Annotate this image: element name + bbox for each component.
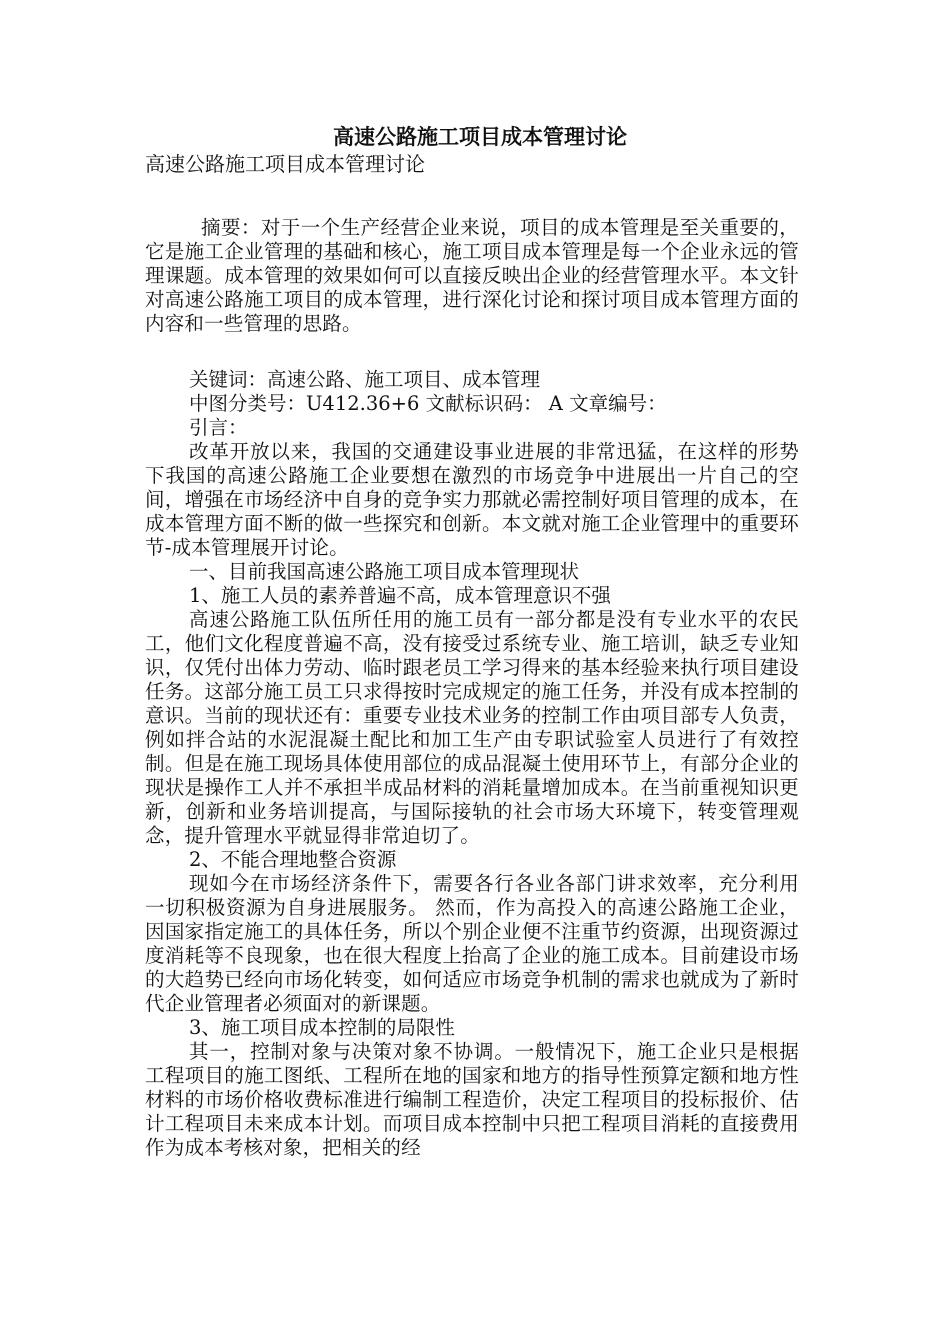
intro-paragraph: 改革开放以来，我国的交通建设事业进展的非常迅猛，在这样的形势下我国的高速公路施工企业要想在激烈的市场竞争中进展出一片自己的空间，增强在市场经济中自身的竞争实力那就必需控制好项目管理的成本，在成本管理方面不断的做一些探究和创新。本文就对施工企业管理中的重要环节-成本管理展开讨论。 — [145, 440, 799, 559]
section-heading-1: 一、目前我国高速公路施工项目成本管理现状 — [189, 560, 580, 583]
classification-line: 中图分类号：U412.36+6 文献标识码： A 文章编号： — [189, 392, 667, 415]
keywords-line: 关键词：高速公路、施工项目、成本管理 — [189, 368, 541, 391]
subsection-heading-3: 3、施工项目成本控制的局限性 — [189, 1016, 455, 1039]
intro-label: 引言： — [189, 416, 248, 439]
subsection-heading-2: 2、不能合理地整合资源 — [189, 848, 397, 871]
abstract-paragraph: 摘要：对于一个生产经营企业来说，项目的成本管理是至关重要的，它是施工企业管理的基础和核心，施工项目成本管理是每一个企业永远的管理课题。成本管理的效果如何可以直接反映出企业的经营管理水平。本文针对高速公路施工项目的成本管理，进行深化讨论和探讨项目成本管理方面的内容和一些管理的思路。 — [145, 216, 799, 335]
subsection-heading-1: 1、施工人员的素养普遍不高，成本管理意识不强 — [189, 584, 611, 607]
document-body — [145, 122, 799, 1160]
document-subtitle: 高速公路施工项目成本管理讨论 — [145, 152, 425, 176]
subsection-body-1: 高速公路施工队伍所任用的施工员有一部分都是没有专业水平的农民工，他们文化程度普遍不高，没有接受过系统专业、施工培训，缺乏专业知识，仅凭付出体力劳动、临时跟老员工学习得来的基本经验来执行项目建设任务。这部分施工员工只求得按时完成规定的施工任务，并没有成本控制的意识。当前的现状还有：重要专业技术业务的控制工作由项目部专人负责，例如拌合站的水泥混凝土配比和加工生产由专职试验室人员进行了有效控制。但是在施工现场具体使用部位的成品混凝土使用环节上，有部分企业的现状是操作工人并不承担半成品材料的消耗量增加成本。在当前重视知识更新，创新和业务培训提高，与国际接轨的社会市场大环境下，转变管理观念，提升管理水平就显得非常迫切了。 — [145, 608, 799, 847]
spacer — [145, 176, 799, 216]
spacer — [145, 336, 799, 368]
document-title: 高速公路施工项目成本管理讨论 — [333, 124, 627, 149]
subsection-body-3: 其一，控制对象与决策对象不协调。一般情况下，施工企业只是根据工程项目的施工图纸、工程所在地的国家和地方的指导性预算定额和地方性材料的市场价格收费标准进行编制工程造价，决定工程项目的投标报价、估计工程项目未来成本计划。而项目成本控制中只把工程项目消耗的直接费用作为成本考核对象，把相关的经 — [145, 1040, 799, 1159]
subsection-body-2: 现如今在市场经济条件下，需要各行各业各部门讲求效率，充分利用一切积极资源为自身进展服务。 然而，作为高投入的高速公路施工企业，因国家指定施工的具体任务，所以个别企业便不注重节约资源，出现资源过度消耗等不良现象，也在很大程度上抬高了企业的施工成本。目前建设市场的大趋势已经向市场化转变，如何适应市场竞争机制的需求也就成为了新时代企业管理者必须面对的新课题。 — [145, 872, 799, 1015]
